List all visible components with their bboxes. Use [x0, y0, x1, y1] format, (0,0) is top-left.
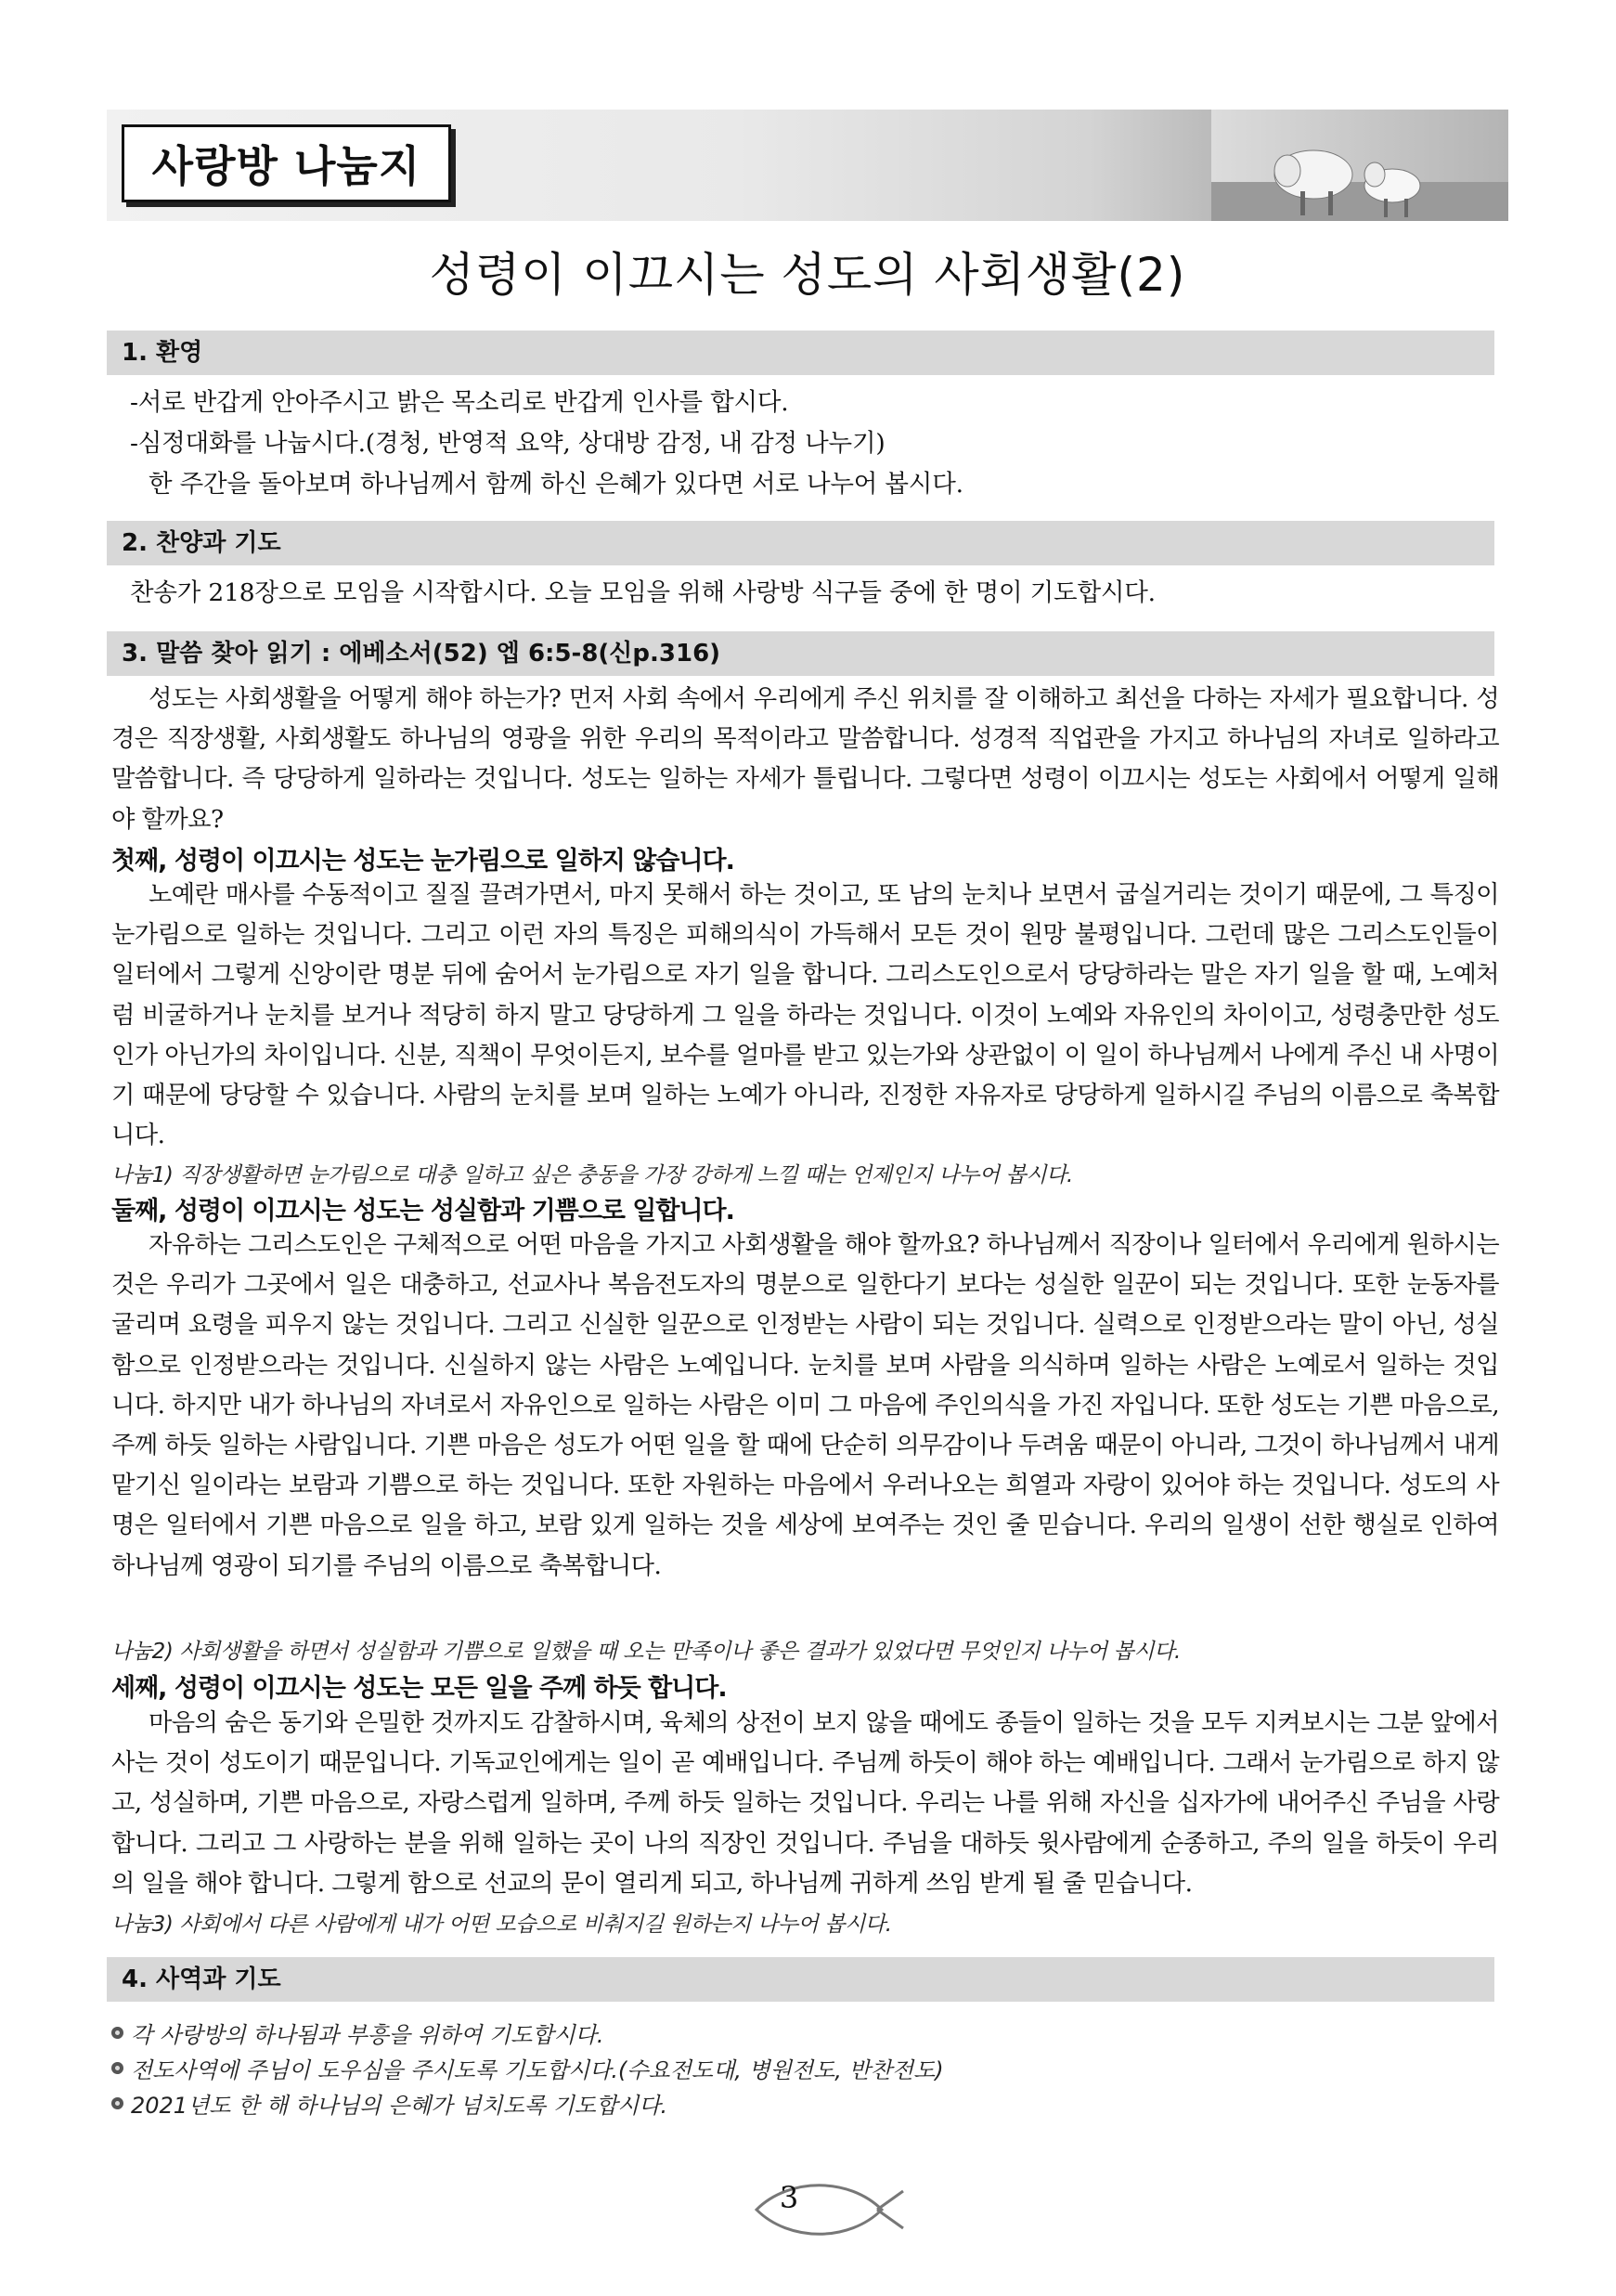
- point-2-title: 둘째, 성령이 이끄시는 성도는 성실함과 기쁨으로 일합니다.: [111, 1197, 734, 1226]
- welcome-line-1: -서로 반갑게 안아주시고 밝은 목소리로 반갑게 인사를 합시다.: [130, 388, 789, 417]
- praise-text: 찬송가 218장으로 모임을 시작합시다. 오늘 모임을 위해 사랑방 식구들 중에 한 명이 기도합시다.: [130, 578, 1156, 607]
- point-2-text: 자유하는 그리스도인은 구체적으로 어떤 마음을 가지고 사회생활을 해야 할까요? 하나님께서 직장이나 일터에서 우리에게 원하시는 것은 우리가 그곳에서 일은 대충하고, 선교사나 복음전도자의 명분으로 일한다기 보다는 성실한 일꾼이 되는 것입니다. 또한 눈동자를 굴리며 요령을 피우지 않는 것입니다. 그리고 신실한 일꾼으로 인정받는 사람이 되는 것입니다. 실력으로 인정받으라는 말이 아닌, 성실함으로 인정받으라는 것입니다. 신실하지 않는 사람은 노예입니다. 눈치를 보며 사람을 의식하며 일하는 사람은 노예로서 일하는 것입니다. 하지만 내가 하나님의 자녀로서 자유인으로 일하는 사람은 이미 그 마음에 주인의식을 가진 자입니다. 또한 성도는 기쁜 마음으로, 주께 하듯 일하는 사람입니다. 기쁜 마음은 성도가 어떤 일을 할 때에 단순히 의무감이나 두려움 때문이 아니라, 그것이 하나님께서 내게 맡기신 일이라는 보람과 기쁨으로 하는 것입니다. 또한 자원하는 마음에서 우러나오는 희열과 자랑이 있어야 하는 것입니다. 성도의 사명은 일터에서 기쁜 마음으로 일을 하고, 보람 있게 일하는 것을 세상에 보여주는 것인 줄 믿습니다. 우리의 일생이 선한 행실로 인하여 하나님께 영광이 되기를 주님의 이름으로 축복합니다.: [111, 1231, 1499, 1580]
- welcome-line-3: 한 주간을 돌아보며 하나님께서 함께 하신 은혜가 있다면 서로 나누어 봅시다.: [149, 470, 963, 499]
- point-3-title: 세째, 성령이 이끄시는 성도는 모든 일을 주께 하듯 합니다.: [111, 1674, 727, 1703]
- section-heading-ministry-prayer: 4. 사역과 기도: [107, 1957, 1494, 2002]
- point-1-text: 노예란 매사를 수동적이고 질질 끌려가면서, 마지 못해서 하는 것이고, 또 남의 눈치나 보면서 굽실거리는 것이기 때문에, 그 특징이 눈가림으로 일하는 것입니다. 그리고 이런 자의 특징은 피해의식이 가득해서 모든 것이 원망 불평입니다. 그런데 많은 그리스도인들이 일터에서 그렇게 신앙이란 명분 뒤에 숨어서 눈가림으로 자기 일을 합니다. 그리스도인으로서 당당하라는 말은 자기 일을 할 때, 노예처럼 비굴하거나 눈치를 보거나 적당히 하지 말고 당당하게 그 일을 하라는 것입니다. 이것이 노예와 자유인의 차이이고, 성령충만한 성도인가 아닌가의 차이입니다. 신분, 직책이 무엇이든지, 보수를 얼마를 받고 있는가와 상관없이 이 일이 하나님께서 나에게 주신 내 사명이기 때문에 당당할 수 있습니다. 사람의 눈치를 보며 일하는 노예가 아니라, 진정한 자유자로 당당하게 일하시길 주님의 이름으로 축복합니다.: [111, 881, 1499, 1150]
- banner-badge: 사랑방 나눔지: [122, 124, 451, 202]
- page-title: 성령이 이끄시는 성도의 사회생활(2): [429, 248, 1186, 302]
- sheep-field-photo: [1211, 110, 1508, 221]
- prayer-item-text: 2021년도 한 해 하나님의 은혜가 넘치도록 기도합시다.: [131, 2093, 668, 2119]
- scripture-intro: 성도는 사회생활을 어떻게 해야 하는가? 먼저 사회 속에서 우리에게 주신 위치를 잘 이해하고 최선을 다하는 자세가 필요합니다. 성경은 직장생활, 사회생활도 하나님의 영광을 위한 우리의 목적이라고 말씀합니다. 성경적 직업관을 가지고 하나님의 자녀로 일하라고 말씀합니다. 즉 당당하게 일하라는 것입니다. 성도는 일하는 자세가 틀립니다. 그렇다면 성령이 이끄시는 성도는 사회에서 어떻게 일해야 할까요?: [111, 685, 1499, 834]
- share-question-3: 나눔3) 사회에서 다른 사람에게 내가 어떤 모습으로 비춰지길 원하는지 나누어 봅시다.: [111, 1913, 892, 1937]
- prayer-item: [111, 2052, 944, 2084]
- welcome-line-2: -심정대화를 나눕시다.(경청, 반영적 요약, 상대방 감정, 내 감정 나누기): [130, 429, 886, 458]
- prayer-item-text: 각 사랑방의 하나됨과 부흥을 위하여 기도합시다.: [131, 2022, 604, 2048]
- page-number: 3: [779, 2180, 799, 2215]
- prayer-item: [111, 2017, 603, 2049]
- circle-bullet-icon: [111, 2027, 123, 2039]
- header-banner: [107, 110, 1508, 221]
- point-1-title: 첫째, 성령이 이끄시는 성도는 눈가림으로 일하지 않습니다.: [111, 847, 734, 876]
- section-heading-scripture: 3. 말씀 찾아 읽기 : 에베소서(52) 엡 6:5-8(신p.316): [107, 631, 1494, 676]
- circle-bullet-icon: [111, 2062, 123, 2074]
- section-heading-welcome: 1. 환영: [107, 331, 1494, 375]
- section-heading-praise-prayer: 2. 찬양과 기도: [107, 521, 1494, 565]
- share-question-2: 나눔2) 사회생활을 하면서 성실함과 기쁨으로 일했을 때 오는 만족이나 좋은 결과가 있었다면 무엇인지 나누어 봅시다.: [111, 1640, 1181, 1664]
- prayer-item: [111, 2087, 667, 2120]
- prayer-item-text: 전도사역에 주님이 도우심을 주시도록 기도합시다.(수요전도대, 병원전도, 반찬전도): [131, 2057, 944, 2083]
- point-3-text: 마음의 숨은 동기와 은밀한 것까지도 감찰하시며, 육체의 상전이 보지 않을 때에도 종들이 일하는 것을 모두 지켜보시는 그분 앞에서 사는 것이 성도이기 때문입니다. 기독교인에게는 일이 곧 예배입니다. 주님께 하듯이 해야 하는 예배입니다. 그래서 눈가림으로 하지 않고, 성실하며, 기쁜 마음으로, 자랑스럽게 일하며, 주께 하듯 일하는 것입니다. 우리는 나를 위해 자신을 십자가에 내어주신 주님을 사랑합니다. 그리고 그 사랑하는 분을 위해 일하는 곳이 나의 직장인 것입니다. 주님을 대하듯 윗사람에게 순종하고, 주의 일을 하듯이 우리의 일을 해야 합니다. 그렇게 함으로 선교의 문이 열리게 되고, 하나님께 귀하게 쓰임 받게 될 줄 믿습니다.: [111, 1709, 1499, 1898]
- share-question-1: 나눔1) 직장생활하면 눈가림으로 대충 일하고 싶은 충동을 가장 강하게 느낄 때는 언제인지 나누어 봅시다.: [111, 1163, 1073, 1187]
- circle-bullet-icon: [111, 2097, 123, 2109]
